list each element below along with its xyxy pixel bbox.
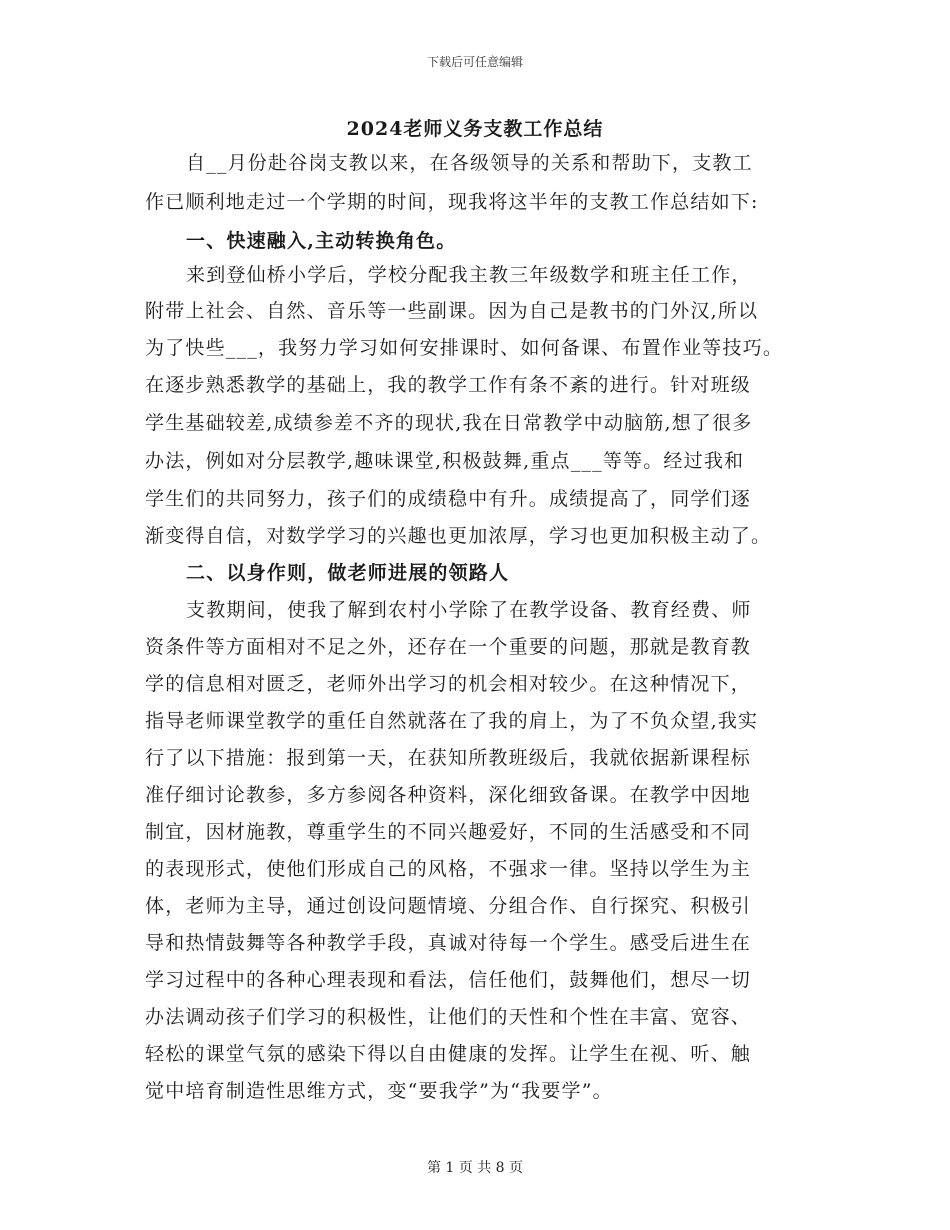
- body-line: 的表现形式，使他们形成自己的风格，不强求一律。坚持以学生为主: [145, 858, 752, 880]
- body-line: 体，老师为主导，通过创设问题情境、分组合作、自行探究、积极引: [145, 895, 752, 917]
- body-line: 办法，例如对分层教学,趣味课堂,积极鼓舞,重点___等等。经过我和: [145, 450, 745, 472]
- body-line: 在逐步熟悉教学的基础上，我的教学工作有条不紊的进行。针对班级: [145, 374, 752, 396]
- body-line: 轻松的课堂气氛的感染下得以自由健康的发挥。让学生在视、听、触: [145, 1043, 752, 1065]
- body-line: 资条件等方面相对不足之外，还存在一个重要的问题，那就是教育教: [145, 636, 752, 658]
- body-line: 来到登仙桥小学后，学校分配我主教三年级数学和班主任工作，: [186, 264, 752, 286]
- body-line: 制宜，因材施教，尊重学生的不同兴趣爱好，不同的生活感受和不同: [145, 821, 752, 843]
- body-line: 支教期间，使我了解到农村小学除了在教学设备、教育经费、师: [186, 599, 752, 621]
- body-line: 办法调动孩子们学习的积极性，让他们的天性和个性在丰富、宽容、: [145, 1006, 752, 1028]
- body-line: 准仔细讨论教参，多方参阅各种资料，深化细致备课。在教学中因地: [145, 784, 752, 806]
- body-line: 自__月份赴谷岗支教以来，在各级领导的关系和帮助下，支教工: [186, 152, 753, 174]
- body-line: 指导老师课堂教学的重任自然就落在了我的肩上，为了不负众望,我实: [145, 710, 759, 732]
- body-line: 觉中培育制造性思维方式，变“要我学”为“我要学”。: [145, 1080, 613, 1102]
- body-line: 为了快些___，我努力学习如何安排课时、如何备课、布置作业等技巧。: [145, 337, 784, 359]
- body-line: 行了以下措施：报到第一天，在获知所教班级后，我就依据新课程标: [145, 747, 752, 769]
- body-line: 导和热情鼓舞等各种教学手段，真诚对待每一个学生。感受后进生在: [145, 932, 752, 954]
- page-footer: 第 1 页 共 8 页: [426, 1160, 524, 1176]
- body-line: 附带上社会、自然、音乐等一些副课。因为自己是教书的门外汉,所以: [145, 300, 759, 322]
- body-line: 渐变得自信，对数学学习的兴趣也更加浓厚，学习也更加积极主动了。: [145, 525, 772, 547]
- header-note: 下载后可任意编辑: [426, 55, 523, 69]
- document-title: 2024老师义务支教工作总结: [346, 118, 604, 140]
- body-line: 学的信息相对匮乏，老师外出学习的机会相对较少。在这种情况下，: [145, 673, 752, 695]
- body-line: 学生基础较差,成绩参差不齐的现状,我在日常教学中动脑筋,想了很多: [145, 412, 753, 434]
- section-heading: 二、以身作则，做老师进展的领路人: [186, 562, 510, 584]
- body-line: 作已顺利地走过一个学期的时间，现我将这半年的支教工作总结如下:: [145, 191, 759, 213]
- body-line: 学生们的共同努力，孩子们的成绩稳中有升。成绩提高了，同学们逐: [145, 488, 752, 510]
- body-line: 学习过程中的各种心理表现和看法，信任他们，鼓舞他们，想尽一切: [145, 969, 752, 991]
- section-heading: 一、快速融入,主动转换角色。: [186, 230, 457, 252]
